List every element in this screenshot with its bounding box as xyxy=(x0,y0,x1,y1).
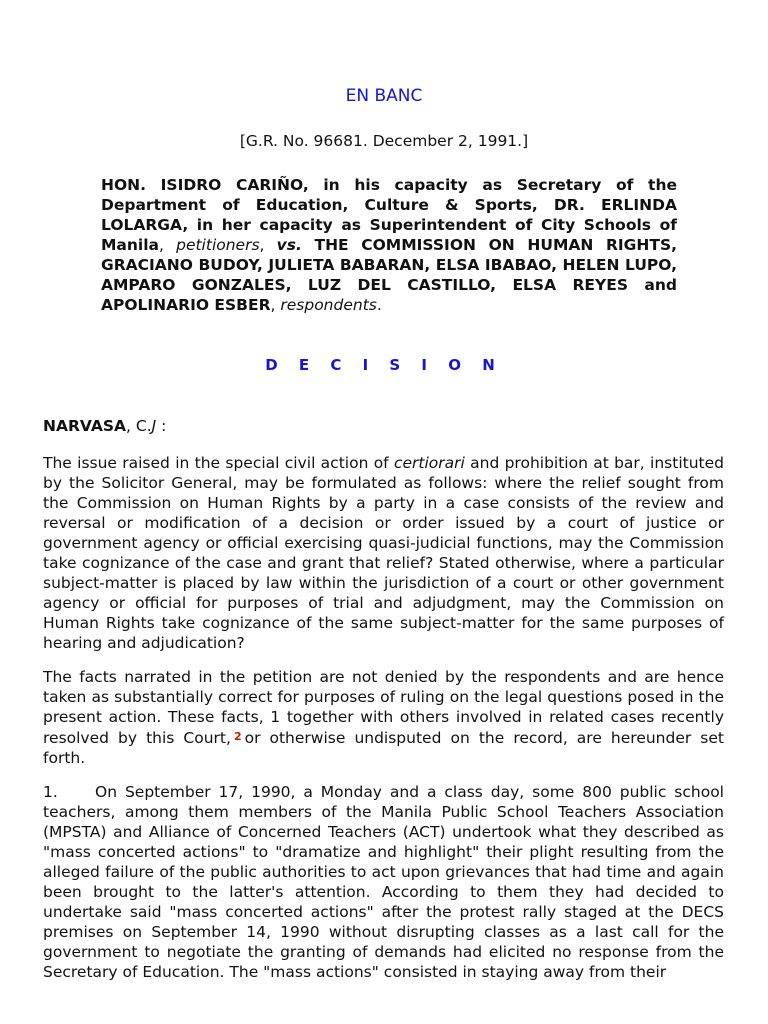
division-heading: EN BANC xyxy=(345,86,423,106)
paragraph-numbered-1 xyxy=(43,782,724,982)
petitioners-label: petitioners xyxy=(176,236,260,254)
case-number: [G.R. No. 96681. December 2, 1991.] xyxy=(239,132,529,150)
respondents-names: THE COMMISSION ON HUMAN RIGHTS, GRACIANO BUDOY, JULIETA BABARAN, ELSA IBABAO, HELEN LUPO, AMPARO GONZALES, LUZ DEL CASTILLO, ELSA REYES and APOLINARIO ESBER xyxy=(101,236,677,314)
petitioners-names: HON. ISIDRO CARIÑO, in his capacity as Secretary of the Department of Education, Culture & Sports, DR. ERLINDA LOLARGA, in her capacity as Superintendent of City Schools of Manila xyxy=(101,176,677,254)
paragraph-facts xyxy=(43,667,724,768)
ponente-suffix: : xyxy=(156,417,167,435)
paragraph-number: 1. xyxy=(43,783,58,801)
paragraph-text: and prohibition at bar, instituted by the Solicitor General, may be formulated as follows: where the relief sought from the Commission on Human Rights by a party in a case consists of the review and reversal or modification of a decision or order issued by a court of justice or government agency or official exercising quasi-judicial functions, may the Commission take cognizance of the case and grant that relief? Stated otherwise, where a particular subject-matter is placed by law within the jurisdiction of a court or other government agency or official for purposes of trial and adjudgment, may the Commission on Human Rights take cognizance of the same subject-matter for the same purposes of hearing and adjudication? xyxy=(43,454,724,652)
footnote-link-2[interactable]: 2 xyxy=(233,730,242,743)
versus-label: vs. xyxy=(276,236,302,254)
caption-end: . xyxy=(376,296,382,314)
caption-separator: , xyxy=(159,236,177,254)
paragraph-text: or otherwise undisputed on the record, are hereunder set forth. xyxy=(43,729,724,767)
paragraph-issue xyxy=(43,453,724,653)
paragraph-text: The issue raised in the special civil action of xyxy=(43,454,394,472)
respondents-label: respondents xyxy=(280,296,377,314)
paragraph-text: On September 17, 1990, a Monday and a class day, some 800 public school teachers, among them members of the Manila Public School Teachers Association (MPSTA) and Alliance of Concerned Teachers (ACT) undertook what they described as "mass concerted actions" to "dramatize and highlight" their plight resulting from the alleged failure of the public authorities to act upon grievances that had time and again been brought to the latter's attention. According to them they had decided to undertake said "mass concerted actions" after the protest rally staged at the DECS premises on September 14, 1990 without disrupting classes as a last call for the government to negotiate the granting of demands had elicited no response from the Secretary of Education. The "mass actions" consisted in staying away from their xyxy=(43,783,724,981)
italic-term: certiorari xyxy=(393,454,465,472)
ponente-line xyxy=(43,417,166,435)
ponente-title: J xyxy=(151,417,157,435)
case-caption xyxy=(101,175,677,315)
caption-separator: , xyxy=(259,236,277,254)
paragraph-text: The facts narrated in the petition are not denied by the respondents and are hence taken as substantially correct for purposes of ruling on the legal questions posed in the present action. These facts, 1 together with others involved in related cases recently resolved by this Court, xyxy=(43,668,724,747)
caption-separator: , xyxy=(270,296,281,314)
ponente-separator: , C. xyxy=(126,417,152,435)
ponente-name: NARVASA xyxy=(43,417,127,435)
decision-heading: D E C I S I O N xyxy=(265,356,503,374)
